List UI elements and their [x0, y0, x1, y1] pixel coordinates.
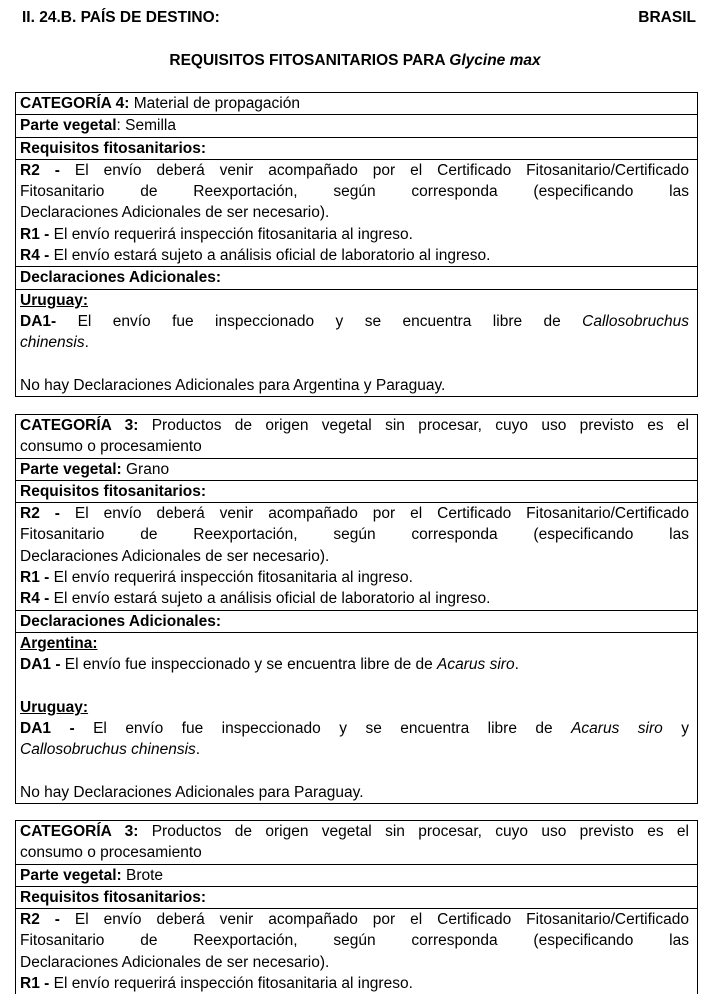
category-row: CATEGORÍA 3: Productos de origen vegetal sin procesar, cuyo uso previsto es el consumo o procesamiento: [20, 417, 689, 456]
additional-declarations-heading: Declaraciones Adicionales:: [16, 266, 697, 288]
document-title: [0, 52, 710, 70]
r1-item: R1 - El envío requerirá inspección fitosanitaria al ingreso.: [20, 569, 413, 587]
additional-declarations-body: [16, 632, 697, 803]
plant-part-value: Brote: [125, 866, 164, 884]
r2-line-2: Fitosanitario de Reexportación, según corresponda (especificando las: [20, 526, 689, 544]
requirements-table-1: [15, 92, 698, 397]
da1-uruguay-line-2: Callosobruchus chinensis.: [20, 741, 201, 759]
r4-item: R4 - El envío estará sujeto a análisis oficial de laboratorio al ingreso.: [20, 590, 491, 608]
da1-uruguay-line-1: DA1 - El envío fue inspeccionado y se encuentra libre de Acarus siro y: [20, 720, 689, 738]
r2-line-1: R2 - El envío deberá venir acompañado por el Certificado Fitosanitario/Certificado: [20, 505, 689, 523]
no-declarations-note: No hay Declaraciones Adicionales para Paraguay.: [20, 784, 364, 802]
r2-line-1: R2 - El envío deberá venir acompañado por el Certificado Fitosanitario/Certificado: [20, 911, 689, 929]
r2-line-2: Fitosanitario de Reexportación, según corresponda (especificando las: [20, 183, 689, 201]
r2-line-3: Declaraciones Adicionales de ser necesario).: [20, 547, 330, 565]
requirements-table-3: [15, 820, 698, 994]
country-uruguay: Uruguay:: [20, 291, 89, 309]
destination-country: BRASIL: [638, 9, 696, 26]
requirements-heading: Requisitos fitosanitarios:: [16, 480, 697, 502]
section-heading: II. 24.B. PAÍS DE DESTINO:: [22, 9, 220, 26]
additional-declarations-body: [16, 289, 697, 396]
additional-declarations-heading: Declaraciones Adicionales:: [16, 610, 697, 632]
da1-argentina: DA1 - El envío fue inspeccionado y se encuentra libre de de Acarus siro.: [20, 656, 519, 674]
r2-line-1: R2 - El envío deberá venir acompañado por el Certificado Fitosanitario/Certificado: [20, 161, 689, 179]
no-declarations-note: No hay Declaraciones Adicionales para Argentina y Paraguay.: [20, 376, 446, 394]
country-argentina: Argentina:: [20, 634, 98, 652]
da1-line-1: DA1- El envío fue inspeccionado y se encuentra libre de Callosobruchus: [20, 312, 689, 330]
r2-line-2: Fitosanitario de Reexportación, según corresponda (especificando las: [20, 932, 689, 950]
plant-part-value: Semilla: [125, 117, 176, 135]
r1-item: R1 - El envío requerirá inspección fitosanitaria al ingreso.: [20, 975, 413, 993]
plant-part-row: [16, 864, 697, 886]
plant-part-label: Parte vegetal:: [20, 866, 122, 884]
requirements-list: [16, 908, 697, 994]
plant-part-label: Parte vegetal:: [20, 460, 122, 478]
r4-item: R4 - El envío estará sujeto a análisis oficial de laboratorio al ingreso.: [20, 247, 491, 265]
r1-item: R1 - El envío requerirá inspección fitosanitaria al ingreso.: [20, 225, 413, 243]
category-label: CATEGORÍA 4:: [20, 95, 130, 112]
da1-line-2: chinensis.: [20, 334, 89, 352]
requirements-list: [16, 502, 697, 609]
page-header: [22, 9, 696, 29]
plant-part-row: [16, 458, 697, 480]
country-uruguay: Uruguay:: [20, 698, 89, 716]
title-species: Glycine max: [449, 52, 541, 69]
plant-part-row: Parte vegetal: Semilla: [16, 114, 697, 136]
requirements-list: [16, 159, 697, 266]
category-row: [16, 93, 697, 114]
title-prefix: REQUISITOS FITOSANITARIOS PARA: [169, 52, 450, 69]
plant-part-value: Grano: [125, 460, 170, 478]
category-text: Material de propagación: [133, 95, 300, 112]
requirements-heading: Requisitos fitosanitarios:: [16, 137, 697, 159]
category-row: CATEGORÍA 3: Productos de origen vegetal sin procesar, cuyo uso previsto es el consumo o procesamiento: [20, 823, 689, 862]
requirements-table-2: [15, 414, 698, 804]
requirements-heading: Requisitos fitosanitarios:: [16, 886, 697, 908]
plant-part-label: Parte vegetal: [20, 117, 117, 135]
r2-line-3: Declaraciones Adicionales de ser necesario).: [20, 953, 330, 971]
r2-line-3: Declaraciones Adicionales de ser necesario).: [20, 204, 330, 222]
